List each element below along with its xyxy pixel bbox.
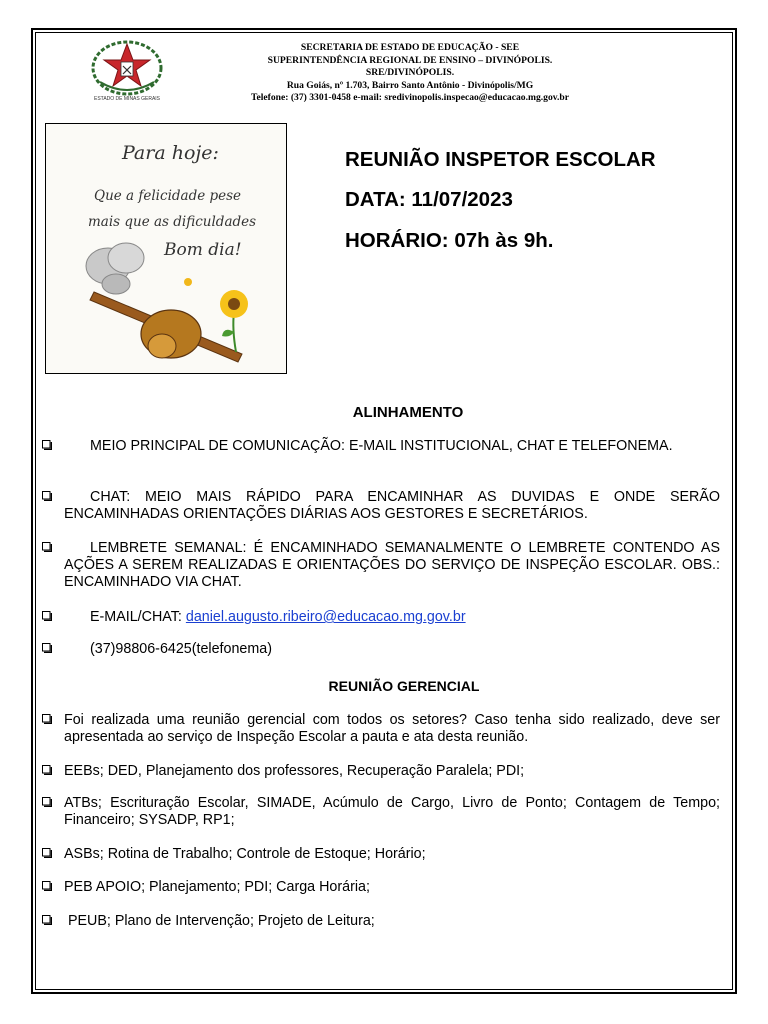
email-link[interactable]: daniel.augusto.ribeiro@educacao.mg.gov.br [185,609,466,625]
gerencial-item-text: Foi realizada uma reunião gerencial com todos os setores? Caso tenha sido realizado, deve ser apresentada ao serviço de Inspeção Escolar a pauta e ata desta reunião. [64,712,720,745]
alinhamento-item-1 [42,438,720,455]
alinhamento-title: ALINHAMENTO [352,404,464,421]
gerencial-item-3 [42,795,720,829]
email-label: E-MAIL/CHAT: [90,609,182,625]
picture-text-1: Para hoje: [122,142,219,164]
gerencial-item-text: PEB APOIO; Planejamento; PDI; Carga Horária; [64,879,370,895]
meeting-date: DATA: 11/07/2023 [345,188,513,211]
alinhamento-item-text: CHAT: MEIO MAIS RÁPIDO PARA ENCAMINHAR AS DUVIDAS E ONDE SERÃO ENCAMINHADAS ORIENTAÇÕES DIÁRIAS AOS GESTORES E SECRETÁRIOS. [64,489,720,522]
phone-text: (37)98806-6425(telefonema) [90,641,273,657]
checkbox-bullet-icon [42,440,52,450]
gerencial-item-6 [42,913,720,930]
alinhamento-phone-item [42,641,720,658]
alinhamento-item-3 [42,540,720,591]
gerencial-item-4 [42,846,720,863]
picture-text-2: Que a felicidade pese [94,188,242,204]
minas-gerais-coat-of-arms-icon [88,38,166,104]
gerencial-item-text: EEBs; DED, Planejamento dos professores, Recuperação Paralela; PDI; [64,763,525,779]
checkbox-bullet-icon [42,765,52,775]
good-morning-picture [45,123,287,374]
gerencial-item-5 [42,879,720,896]
header-line-3: SRE/DIVINÓPOLIS. [365,67,455,78]
checkbox-bullet-icon [42,881,52,891]
checkbox-bullet-icon [42,611,52,621]
checkbox-bullet-icon [42,643,52,653]
checkbox-bullet-icon [42,542,52,552]
gerencial-item-text: ATBs; Escrituração Escolar, SIMADE, Acúmulo de Cargo, Livro de Ponto; Contagem de Tempo; Financeiro; SYSADP, RP1; [64,795,720,828]
header-line-5: Telefone: (37) 3301-0458 e-mail: sredivinopolis.inspecao@educacao.mg.gov.br [250,92,570,103]
checkbox-bullet-icon [42,797,52,807]
picture-text-3: mais que as dificuldades [88,214,257,230]
alinhamento-item-text: LEMBRETE SEMANAL: É ENCAMINHADO SEMANALMENTE O LEMBRETE CONTENDO AS AÇÕES A SEREM REALIZADAS E ORIENTAÇÕES DO SERVIÇO DE INSPEÇÃO ESCOLAR. OBS.: ENCAMINHADO VIA CHAT. [64,540,720,590]
gerencial-item-1 [42,712,720,746]
seesaw-illustration [46,124,287,374]
gerencial-item-2 [42,763,720,780]
header-line-1: SECRETARIA DE ESTADO DE EDUCAÇÃO - SEE [300,42,520,53]
alinhamento-email-item [42,609,720,626]
gerencial-item-text: ASBs; Rotina de Trabalho; Controle de Estoque; Horário; [64,846,426,862]
checkbox-bullet-icon [42,848,52,858]
alinhamento-item-text: MEIO PRINCIPAL DE COMUNICAÇÃO: E-MAIL INSTITUCIONAL, CHAT E TELEFONEMA. [90,438,673,454]
picture-text-4: Bom dia! [164,240,242,260]
meeting-title: REUNIÃO INSPETOR ESCOLAR [345,148,656,171]
checkbox-bullet-icon [42,491,52,501]
checkbox-bullet-icon [42,915,52,925]
header-line-2: SUPERINTENDÊNCIA REGIONAL DE ENSINO – DIVINÓPOLIS. [267,54,553,66]
institution-header [170,42,650,105]
checkbox-bullet-icon [42,714,52,724]
gerencial-title: REUNIÃO GERENCIAL [328,678,480,694]
alinhamento-item-2 [42,489,720,523]
header-line-4: Rua Goiás, nº 1.703, Bairro Santo Antônio - Divinópolis/MG [286,79,534,91]
crest-text: ESTADO DE MINAS GERAIS [93,96,161,102]
gerencial-item-text: PEUB; Plano de Intervenção; Projeto de Leitura; [64,913,375,929]
meeting-time: HORÁRIO: 07h às 9h. [345,229,554,252]
